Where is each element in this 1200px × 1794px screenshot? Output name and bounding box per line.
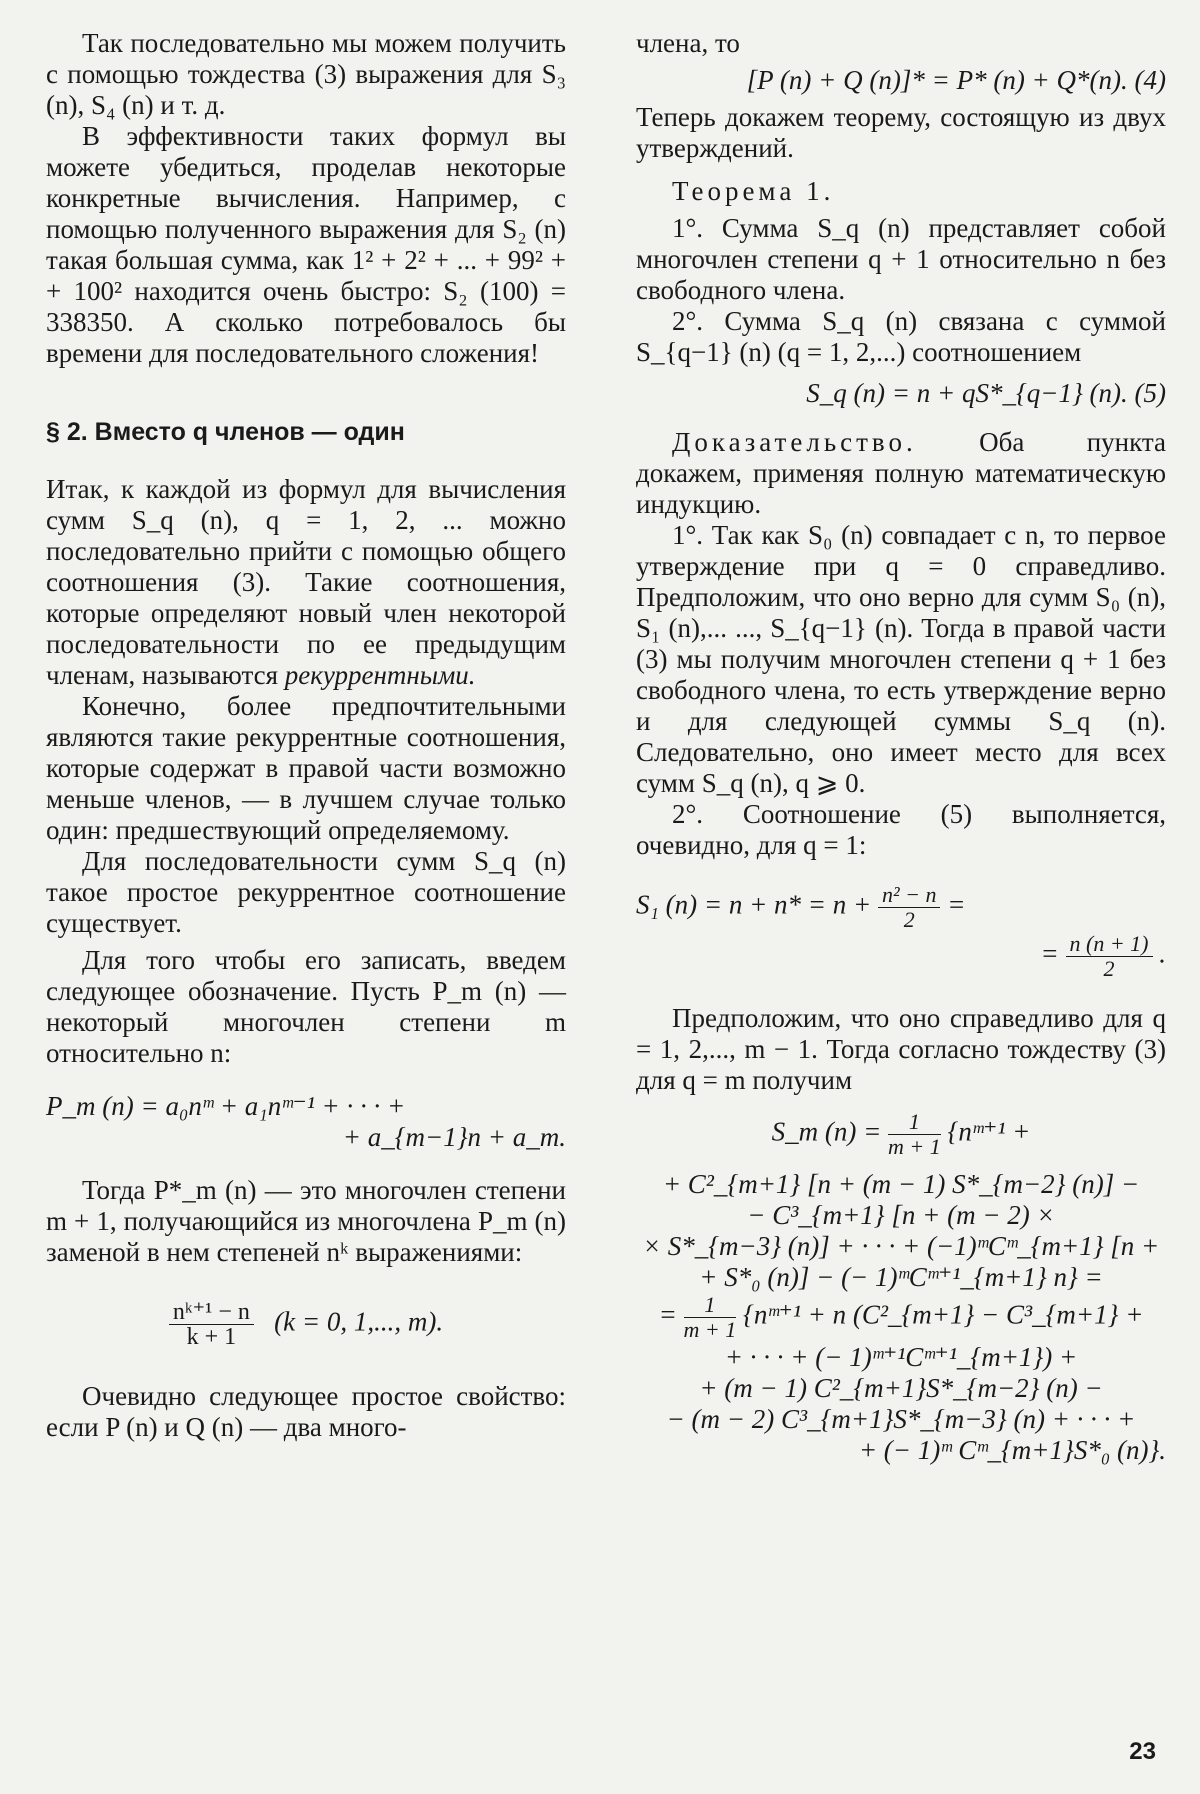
section-heading: § 2. Вместо q членов — один: [46, 418, 405, 446]
page-number: 23: [1129, 1738, 1156, 1765]
paragraph: Тогда P*_m (n) — это многочлен степени m + 1, получающийся из многочлена P_m (n) заменой в нем степеней nᵏ выражениями:: [46, 1175, 566, 1267]
equation-line: + · · · + (− 1)ᵐ⁺¹Cᵐ⁺¹_{m+1}) +: [724, 1342, 1078, 1372]
right-column: [636, 28, 1166, 1466]
equation-line: − (m − 2) C³_{m+1}S*_{m−3} (n) + · · · +: [666, 1404, 1136, 1434]
paragraph: Так последовательно мы можем получить с помощью тождества (3) выражения для S₃ (n), S₄ (n) и т. д.: [46, 28, 566, 120]
equation-4: [P (n) + Q (n)]* = P* (n) + Q*(n). (4): [746, 65, 1166, 95]
equation-line: S₁ (n) = n + n* = n + $\frac{\text{n² − n}}{2}$ =: [636, 882, 966, 932]
equation-line: + (− 1)ᵐ Cᵐ_{m+1}S*₀ (n)}.: [858, 1435, 1166, 1465]
paragraph: Конечно, более предпочтительными являются такие рекуррентные соотношения, которые содержат в правой части возможно меньше членов, — в лучшем случае только один: предшествующий определяемому.: [46, 691, 566, 845]
equation-line: − C³_{m+1} [n + (m − 2) ×: [747, 1200, 1055, 1230]
equation-line: P_m (n) = a₀nᵐ + a₁nᵐ⁻¹ + · · · +: [46, 1091, 406, 1121]
paragraph: Теперь докажем теорему, состоящую из двух утверждений.: [636, 102, 1166, 163]
equation-fraction: $\frac{\text{nᵏ⁺¹ − n}}{k + 1}$ (k = 0, 1,..., m).: [46, 1300, 566, 1349]
left-column: [46, 28, 566, 1443]
equation-line: + S*₀ (n)] − (− 1)ᵐCᵐ⁺¹_{m+1} n} =: [699, 1262, 1103, 1292]
paragraph: члена, то: [636, 28, 740, 58]
paragraph: Для последовательности сумм S_q (n) такое простое рекуррентное соотношение существует.: [46, 846, 566, 938]
paragraph: В эффективности таких формул вы можете убедиться, проделав некоторые конкретные вычисления. Например, с помощью полученного выражения для S₂ (n) такая большая сумма, как 1² + 2² + ... + 99² + + 100² находится очень быстро: S₂ (100) = 338350. А сколько потребовалось бы времени для последовательного сложения!: [46, 121, 566, 368]
equation-line: + a_{m−1}n + a_m.: [342, 1122, 566, 1152]
paragraph: Очевидно следующее простое свойство: если P (n) и Q (n) — два много-: [46, 1381, 566, 1442]
paragraph: 1°. Так как S₀ (n) совпадает с n, то первое утверждение при q = 0 справедливо. Предположим, что оно верно для сумм S₀ (n), S₁ (n),... ..., S_{q−1} (n). Тогда в правой части (3) мы получим многочлен степени q + 1 без свободного члена, то есть утверждение верно и для следующей суммы S_q (n). Следовательно, оно имеет место для всех сумм S_q (n), q ⩾ 0.: [636, 520, 1166, 798]
paragraph: 2°. Сумма S_q (n) связана с суммой S_{q−1} (n) (q = 1, 2,...) соотношением: [636, 306, 1166, 367]
equation-line: S_m (n) = $\frac{1}{m + 1}$ {nᵐ⁺¹ +: [771, 1109, 1031, 1159]
paragraph: Доказательство. Оба пункта докажем, применяя полную математическую индукцию.: [636, 427, 1166, 519]
equation-line: + C²_{m+1} [n + (m − 1) S*_{m−2} (n)] −: [662, 1169, 1140, 1199]
paragraph: 2°. Соотношение (5) выполняется, очевидно, для q = 1:: [636, 799, 1166, 860]
equation-line: = $\frac{n (n + 1)}{2}$ .: [1040, 931, 1166, 981]
equation-line: + (m − 1) C²_{m+1}S*_{m−2} (n) −: [699, 1373, 1103, 1403]
paragraph: Предположим, что оно справедливо для q = 1, 2,..., m − 1. Тогда согласно тождеству (3) для q = m получим: [636, 1003, 1166, 1095]
equation-line: = $\frac{1}{m + 1}$ {nᵐ⁺¹ + n (C²_{m+1} − C³_{m+1} +: [658, 1292, 1144, 1342]
paragraph: Для того чтобы его записать, введем следующее обозначение. Пусть P_m (n) — некоторый многочлен степени m относительно n:: [46, 945, 566, 1068]
theorem-heading: Теорема 1.: [672, 176, 835, 206]
equation-5: S_q (n) = n + qS*_{q−1} (n). (5): [806, 378, 1166, 408]
equation-line: × S*_{m−3} (n)] + · · · + (−1)ᵐCᵐ_{m+1} [n +: [642, 1231, 1160, 1261]
paragraph: 1°. Сумма S_q (n) представляет собой многочлен степени q + 1 относительно n без свободного члена.: [636, 213, 1166, 305]
paragraph: Итак, к каждой из формул для вычисления сумм S_q (n), q = 1, 2, ... можно последовательно прийти с помощью общего соотношения (3). Такие соотношения, которые определяют новый член некоторой последовательности по ее предыдущим членам, называются рекуррентными.: [46, 474, 566, 690]
